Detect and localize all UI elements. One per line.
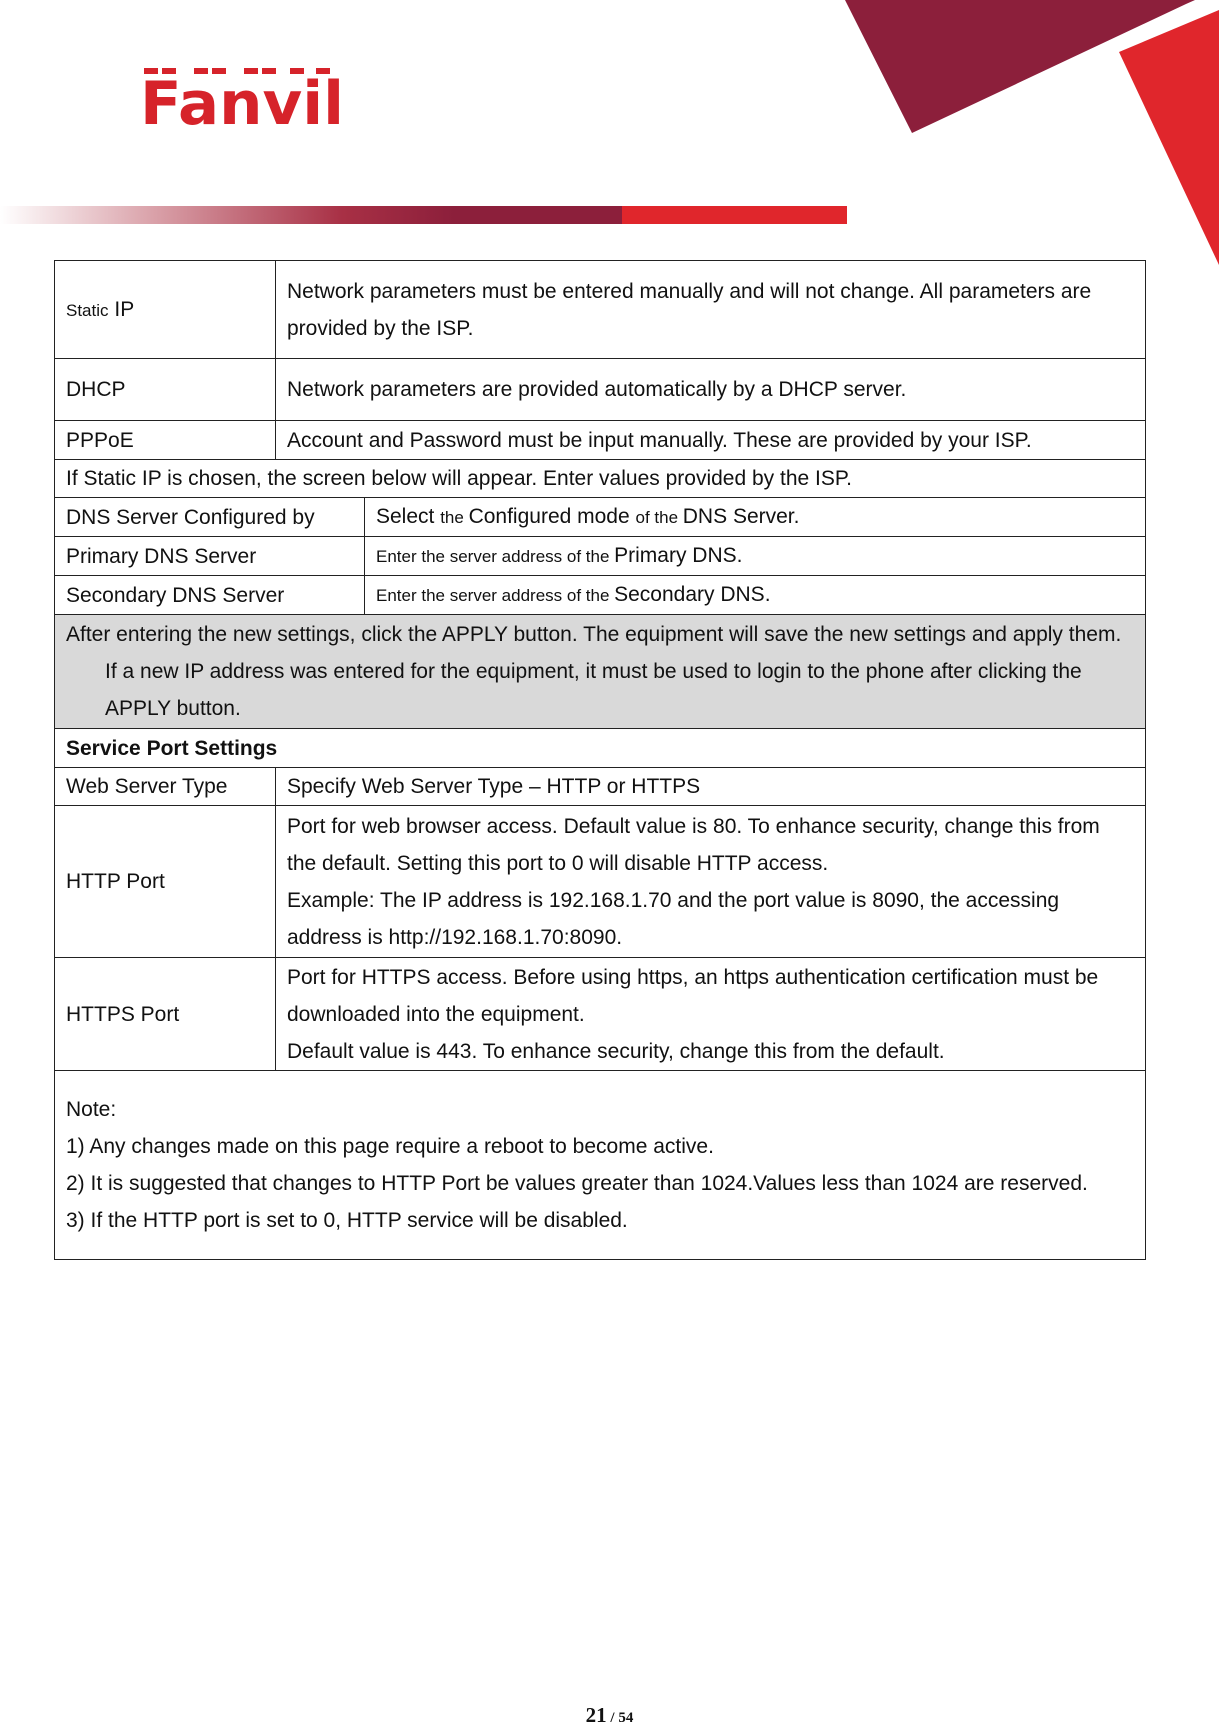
table-row	[55, 537, 1146, 576]
static-ip-label	[55, 261, 276, 359]
pppoe-label: PPPoE	[55, 421, 276, 460]
dns-configured-label: DNS Server Configured by	[55, 498, 365, 537]
dns-configured-desc-b: the	[440, 508, 469, 527]
table-row	[55, 498, 1146, 537]
table-row	[55, 576, 1146, 615]
header-decoration	[0, 0, 1219, 270]
dhcp-label: DHCP	[55, 359, 276, 421]
table-row	[55, 261, 1146, 359]
primary-dns-desc-big: Primary DNS.	[614, 544, 743, 567]
header-bar-gradient	[0, 206, 622, 224]
dhcp-desc: Network parameters are provided automatically by a DHCP server.	[276, 359, 1146, 421]
dns-configured-desc-a: Select	[376, 505, 441, 528]
notes-title: Note:	[66, 1098, 117, 1121]
apply-note: After entering the new settings, click the APPLY button. The equipment will save the new settings and apply them. If a new IP address was entered for the equipment, it must be used to login to the phone after clicking the APPLY button.	[55, 615, 1146, 729]
page-number	[0, 1703, 1219, 1728]
page-current: 21	[585, 1703, 607, 1727]
http-port-desc-1: Port for web browser access. Default value is 80. To enhance security, change this from the default. Setting this port to 0 will disable HTTP access.	[287, 814, 1100, 875]
note-item: 3) If the HTTP port is set to 0, HTTP service will be disabled.	[66, 1209, 628, 1232]
dns-configured-desc-d: of the	[635, 508, 683, 527]
table-row	[55, 460, 1146, 498]
table-row	[55, 958, 1146, 1071]
table-row	[55, 359, 1146, 421]
web-server-type-label: Web Server Type	[55, 768, 276, 806]
http-port-desc	[276, 806, 1146, 958]
table-row	[55, 1071, 1146, 1260]
http-port-desc-2: Example: The IP address is 192.168.1.70 and the port value is 8090, the accessing address is http://192.168.1.70:8090.	[287, 888, 1060, 949]
https-port-label: HTTPS Port	[55, 958, 276, 1071]
secondary-dns-desc	[365, 576, 1146, 615]
https-port-desc	[276, 958, 1146, 1071]
https-port-desc-2: Default value is 443. To enhance security, change this from the default.	[287, 1039, 945, 1063]
table-row	[55, 615, 1146, 729]
secondary-dns-label: Secondary DNS Server	[55, 576, 365, 615]
table-row	[55, 729, 1146, 768]
primary-dns-label: Primary DNS Server	[55, 537, 365, 576]
note-item: 1) Any changes made on this page require a reboot to become active.	[66, 1135, 714, 1158]
static-ip-label-rest: IP	[108, 297, 135, 321]
note-item: 2) It is suggested that changes to HTTP Port be values greater than 1024.Values less than 1024 are reserved.	[66, 1172, 1088, 1195]
secondary-dns-desc-small: Enter the server address of the	[376, 586, 615, 605]
dns-configured-desc	[365, 498, 1146, 537]
header-bar-red	[622, 206, 847, 224]
dns-configured-desc-e: DNS Server.	[682, 505, 800, 528]
notes-cell	[55, 1071, 1146, 1260]
table-row	[55, 806, 1146, 958]
static-ip-label-small: Static	[66, 300, 109, 320]
table-row	[55, 768, 1146, 806]
web-server-type-desc: Specify Web Server Type – HTTP or HTTPS	[276, 768, 1146, 806]
pppoe-desc: Account and Password must be input manually. These are provided by your ISP.	[276, 421, 1146, 460]
header-triangle-red	[1119, 10, 1219, 265]
dns-configured-desc-c: Configured mode	[468, 505, 636, 528]
fanvil-logo	[140, 68, 346, 128]
primary-dns-desc	[365, 537, 1146, 576]
https-port-desc-1: Port for HTTPS access. Before using https, an https authentication certification must be downloaded into the equipment.	[287, 965, 1099, 1026]
table-row	[55, 421, 1146, 460]
secondary-dns-desc-big: Secondary DNS.	[614, 583, 771, 606]
primary-dns-desc-small: Enter the server address of the	[376, 547, 615, 566]
network-settings-table	[54, 260, 1146, 1260]
service-port-heading: Service Port Settings	[55, 729, 1146, 768]
logo-text: Fanvil	[140, 69, 344, 128]
static-ip-desc: Network parameters must be entered manually and will not change. All parameters are provided by the ISP.	[276, 261, 1146, 359]
http-port-label: HTTP Port	[55, 806, 276, 958]
static-ip-note: If Static IP is chosen, the screen below will appear. Enter values provided by the ISP.	[55, 460, 1146, 498]
page-total: / 54	[606, 1710, 634, 1726]
